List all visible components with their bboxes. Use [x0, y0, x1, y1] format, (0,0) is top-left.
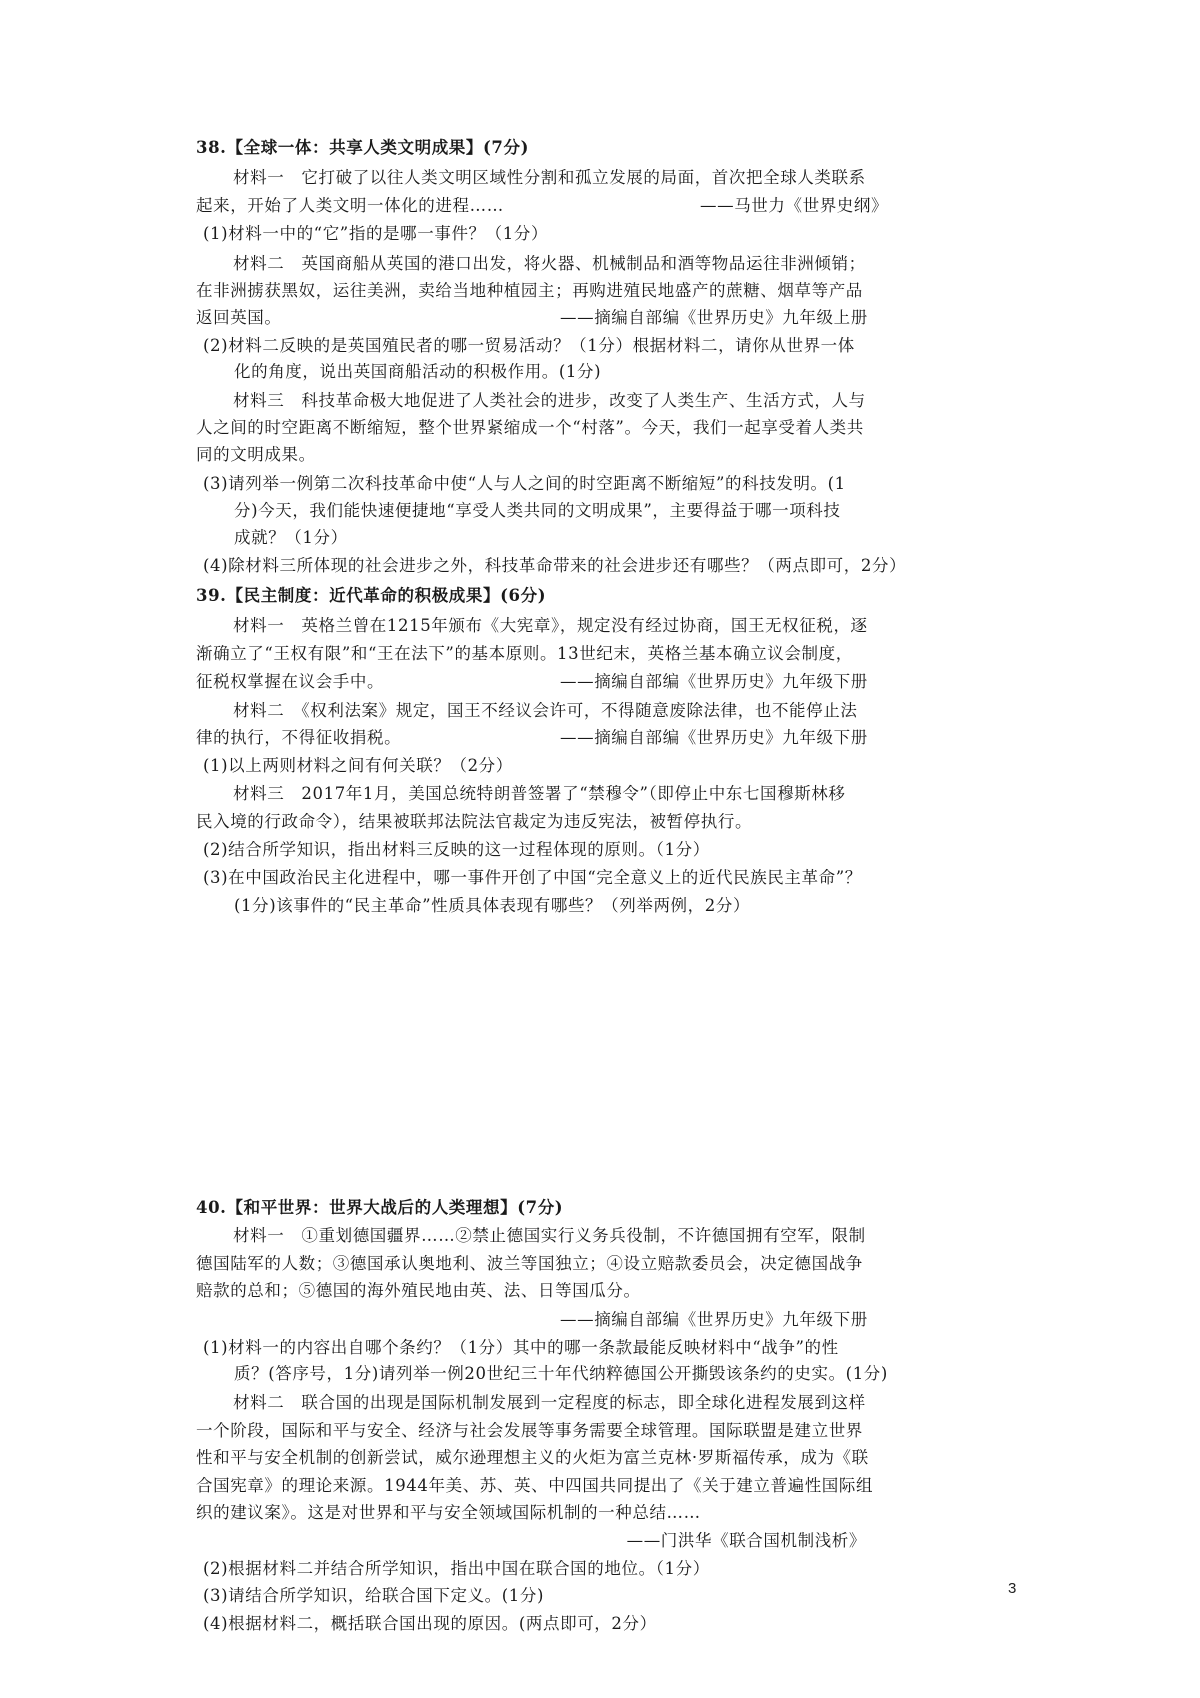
question-prompt: (4)根据材料二，概括联合国出现的原因。(两点即可，2分）: [203, 1614, 657, 1633]
material-text: 材料三 科技革命极大地促进了人类社会的进步，改变了人类生产、生活方式，人与: [233, 391, 866, 410]
material-text: 渐确立了“王权有限”和“王在法下”的基本原则。13世纪末，英格兰基本确立议会制度，: [196, 644, 853, 663]
material-text: 材料二 英国商船从英国的港口出发，将火器、机械制品和酒等物品运往非洲倾销；: [233, 254, 866, 273]
question-prompt: 成就？（1分）: [234, 528, 348, 547]
question-title: 38.【全球一体：共享人类文明成果】(7分): [196, 138, 530, 157]
question-prompt: (1)以上两则材料之间有何关联？（2分）: [203, 756, 513, 775]
material-text: 征税权掌握在议会手中。: [196, 672, 385, 691]
material-text: 材料一 英格兰曾在1215年颁布《大宪章》，规定没有经过协商，国王无权征税，逐: [233, 616, 868, 635]
material-text: 赔款的总和；⑤德国的海外殖民地由英、法、日等国瓜分。: [196, 1281, 641, 1300]
question-prompt: (3)在中国政治民主化进程中，哪一事件开创了中国“完全意义上的近代民族民主革命”？: [203, 868, 862, 887]
question-prompt: (4)除材料三所体现的社会进步之外，科技革命带来的社会进步还有哪些？（两点即可，2分）: [203, 556, 907, 575]
material-text: 在非洲掳获黑奴，运往美洲，卖给当地种植园主；再购进殖民地盛产的蔗糖、烟草等产品: [196, 281, 863, 300]
material-text: 起来，开始了人类文明一体化的进程……: [196, 196, 504, 215]
material-text: 民入境的行政命令），结果被联邦法院法官裁定为违反宪法，被暂停执行。: [196, 812, 753, 831]
source-citation: ——摘编自部编《世界历史》九年级下册: [560, 728, 868, 747]
question-prompt: (2)结合所学知识，指出材料三反映的这一过程体现的原则。（1分）: [203, 840, 710, 859]
material-text: 一个阶段，国际和平与安全、经济与社会发展等事务需要全球管理。国际联盟是建立世界: [196, 1421, 863, 1440]
question-prompt: 分)今天，我们能快速便捷地“享受人类共同的文明成果”，主要得益于哪一项科技: [234, 501, 841, 520]
page-number: 3: [1008, 1580, 1017, 1597]
material-text: 同的文明成果。: [196, 445, 316, 464]
question-title: 39.【民主制度：近代革命的积极成果】(6分): [196, 586, 547, 605]
question-prompt: (2)根据材料二并结合所学知识，指出中国在联合国的地位。（1分）: [203, 1559, 710, 1578]
material-text: 材料二 联合国的出现是国际机制发展到一定程度的标志，即全球化进程发展到这样: [233, 1393, 866, 1412]
question-prompt: (1分)该事件的“民主革命”性质具体表现有哪些？（列举两例，2分）: [234, 896, 751, 915]
source-citation: ——门洪华《联合国机制浅析》: [626, 1531, 866, 1550]
material-text: 材料一 ①重划德国疆界……②禁止德国实行义务兵役制，不许德国拥有空军，限制: [233, 1226, 866, 1245]
question-prompt: (1)材料一的内容出自哪个条约？（1分）其中的哪一条款最能反映材料中“战争”的性: [203, 1338, 839, 1357]
source-citation: ——摘编自部编《世界历史》九年级上册: [560, 308, 868, 327]
material-text: 律的执行，不得征收捐税。: [196, 728, 402, 747]
question-prompt: 质？(答序号，1分)请列举一例20世纪三十年代纳粹德国公开撕毁该条约的史实。(1分): [234, 1364, 888, 1383]
material-text: 织的建议案》。这是对世界和平与安全领域国际机制的一种总结……: [196, 1503, 701, 1522]
source-citation: ——摘编自部编《世界历史》九年级下册: [560, 1310, 868, 1329]
material-text: 材料二 《权利法案》规定，国王不经议会许可，不得随意废除法律，也不能停止法: [233, 701, 858, 720]
question-prompt: (3)请列举一例第二次科技革命中使“人与人之间的时空距离不断缩短”的科技发明。(1: [203, 474, 846, 493]
material-text: 性和平与安全机制的创新尝试，威尔逊理想主义的火炬为富兰克林·罗斯福传承，成为《联: [196, 1448, 869, 1467]
question-prompt: (2)材料二反映的是英国殖民者的哪一贸易活动？（1分）根据材料二，请你从世界一体: [203, 336, 855, 355]
material-text: 材料一 它打破了以往人类文明区域性分割和孤立发展的局面，首次把全球人类联系: [233, 168, 866, 187]
question-prompt: (3)请结合所学知识，给联合国下定义。(1分): [203, 1586, 545, 1605]
source-citation: ——摘编自部编《世界历史》九年级下册: [560, 672, 868, 691]
question-prompt: (1)材料一中的“它”指的是哪一事件？（1分）: [203, 224, 549, 243]
material-text: 德国陆军的人数；③德国承认奥地利、波兰等国独立；④设立赔款委员会，决定德国战争: [196, 1254, 863, 1273]
material-text: 合国宪章》的理论来源。1944年美、苏、英、中四国共同提出了《关于建立普遍性国际组: [196, 1476, 874, 1495]
source-citation: ——马世力《世界史纲》: [700, 196, 889, 215]
material-text: 材料三 2017年1月，美国总统特朗普签署了“禁穆令”（即停止中东七国穆斯林移: [233, 784, 846, 803]
material-text: 人之间的时空距离不断缩短，整个世界紧缩成一个“村落”。今天，我们一起享受着人类共: [196, 418, 864, 437]
material-text: 返回英国。: [196, 308, 282, 327]
question-title: 40.【和平世界：世界大战后的人类理想】(7分): [196, 1198, 564, 1217]
question-prompt: 化的角度，说出英国商船活动的积极作用。(1分): [234, 362, 602, 381]
